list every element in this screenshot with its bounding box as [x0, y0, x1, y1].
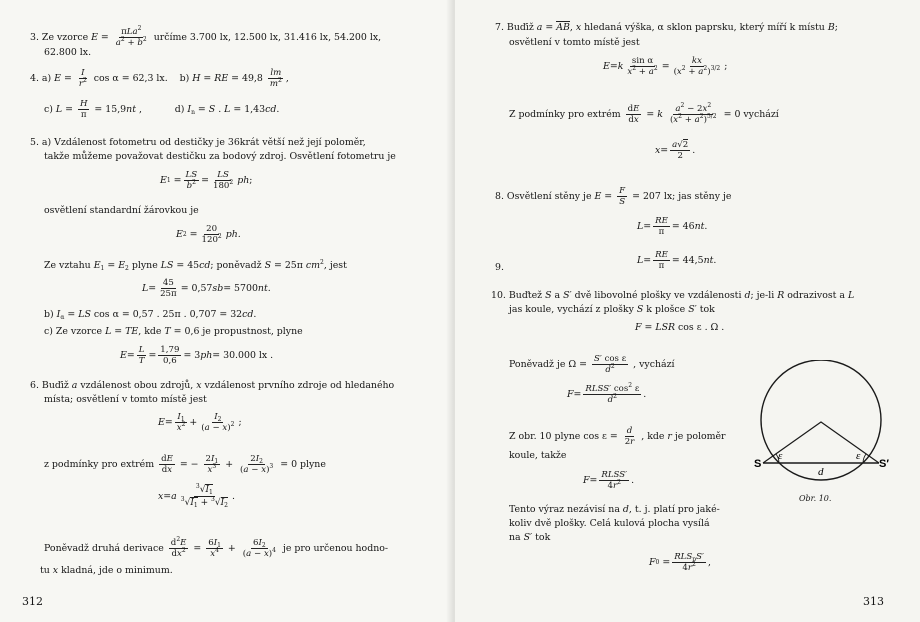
- page-number-left: 312: [22, 595, 43, 608]
- right-line-6: 8. Osvětlení stěny je E = $\frac{F}{S}$ = 207 lx; jas stěny je: [495, 186, 732, 207]
- right-line-16: koule, takže: [509, 450, 567, 461]
- left-line-15: 6. Buďiž a vzdálenost obou zdrojů, x vzdálenost prvního zdroje od hledaného: [30, 380, 395, 391]
- right-line-8: 9.: [495, 262, 504, 273]
- left-line-18: z podmínky pro extrém $\frac{dE}{dx}$ = − $\frac{2I_1}{x^3}$ + $\frac{2I_2}{(a - x)^3}$ = 0 plyne: [44, 454, 326, 475]
- label-epsilon-left: ε: [778, 450, 783, 462]
- right-line-2: osvětlení v tomto místě jest: [509, 37, 640, 48]
- left-line-21: tu x kladná, jde o minimum.: [40, 565, 173, 576]
- left-line-2: 62.800 lx.: [44, 47, 92, 58]
- right-eq-3: L = $\frac{RE}{\pi}$ = 46 nt .: [637, 216, 708, 237]
- left-page: [0, 0, 455, 622]
- left-line-4: c) L = $\frac{H}{\pi}$ = 15,9nt , d) $I_n = S$ . L = 1,43cd.: [44, 99, 280, 120]
- right-line-18: Tento výraz nezávisí na d, t. j. platí pro jaké-: [509, 504, 720, 515]
- right-eq-4: L = $\frac{RE}{\pi}$ = 44,5 nt .: [637, 250, 717, 271]
- left-line-16: místa; osvětlení v tomto místě jest: [44, 394, 207, 405]
- label-d: d: [818, 466, 824, 478]
- left-line-5: 5. a) Vzdálenost fotometru od destičky je 36krát větší než její poloměr,: [30, 137, 366, 148]
- right-line-19: koliv dvě plošky. Celá kulová plocha vysílá: [509, 518, 710, 529]
- label-epsilon-right: ε: [856, 450, 861, 462]
- left-eq-4: E = $\frac{L}{T}$ = $\frac{1,79}{0,6}$ = 3 ph = 30.000 lx .: [120, 345, 274, 366]
- right-eq-6: F = $\frac{\text{RLSS′}}{4r^2}$ .: [583, 470, 635, 491]
- left-eq-1: E 1 = $\frac{LS}{b^2}$ = $\frac{LS}{180^2}$ ph ;: [160, 170, 253, 191]
- right-line-12: F = LSR cos ε . Ω .: [635, 322, 725, 333]
- left-line-8: osvětlení standardní žárovkou je: [44, 205, 199, 216]
- right-line-13: Poněvadž je Ω = $\frac{\text{S′ cos ε}}{d^2}$ , vychází: [509, 354, 675, 375]
- left-line-3: 4. a) E = $\frac{I}{r^2}$ cos α = 62,3 lx. b) H = RE = 49,8 $\frac{lm}{m^2}$ ,: [30, 68, 289, 89]
- figure-caption: Obr. 10.: [799, 494, 832, 503]
- left-eq-3: L = $\frac{45}{25\pi}$ = 0,57 sb = 5700 nt .: [142, 278, 271, 299]
- right-page: [455, 0, 920, 622]
- left-line-1: 3. Ze vzorce E = $\frac{\pi La^2}{a^2 + b^2}$ určíme 3.700 lx, 12.500 lx, 31.416 lx, 54.200 lx,: [30, 25, 382, 48]
- right-eq-7: F 0 = $\frac{RLS_pS'}{4r^2}$ ,: [649, 552, 711, 573]
- left-eq-2: E 2 = $\frac{20}{120^2}$ ph .: [176, 224, 241, 245]
- right-line-20: na S′ tok: [509, 532, 551, 543]
- label-s: S: [754, 458, 762, 470]
- label-s-prime: S′: [879, 458, 889, 470]
- right-eq-5: F = $\frac{RLSS' \cos^2 \varepsilon}{d^2}$ .: [567, 382, 647, 405]
- right-line-4: Z podmínky pro extrém $\frac{dE}{dx}$ = k $\frac{a^2 - 2x^2}{(x^2 + a^2)^{5/2}}$ = 0 vychází: [509, 102, 779, 125]
- left-line-10: Ze vztahu $E_1 = E_2$ plyne LS = 45cd; poněvadž S = 25π $cm^2$, jest: [44, 259, 347, 272]
- right-line-11: jas koule, vychází z plošky S k plošce S′ tok: [509, 304, 715, 315]
- left-eq-6: x = a $\frac{^3√I_1}{^3√I_1 + ^3√I_2}$ .: [158, 483, 235, 509]
- figure-sphere-diagram: [751, 360, 891, 486]
- right-eq-1: E = k $\frac{\text{sin α}}{x^2 + a^2}$ = $\frac{kx}{(x^2 + a^2)^{3/2}}$ ;: [603, 56, 728, 77]
- left-line-6: takže můžeme považovat destičku za bodový zdroj. Osvětlení fotometru je: [44, 151, 396, 162]
- left-line-20: Poněvadž druhá derivace $\frac{d^2E}{dx^2}$ = $\frac{6I_1}{x^4}$ + $\frac{6I_2}{(a - x)^4}$ je pro určenou hodno-: [44, 536, 389, 559]
- right-line-1: 7. Buďiž a = AB, x hledaná výška, α sklon paprsku, který míří k místu B;: [495, 22, 838, 33]
- left-eq-5: E = $\frac{I_1}{x^2}$ + $\frac{I_2}{(a - x)^2}$ ;: [158, 412, 242, 433]
- page-number-right: 313: [863, 595, 884, 608]
- left-line-13: c) Ze vzorce L = TE, kde T = 0,6 je propustnost, plyne: [44, 326, 303, 337]
- right-line-15: Z obr. 10 plyne cos ε = $\frac{d}{2r}$ , kde r je poloměr: [509, 426, 726, 447]
- right-eq-2: x = $\frac{a√2}{2}$ .: [655, 140, 696, 161]
- right-line-10: 10. Buďtež S a S′ dvě libovolné plošky ve vzdálenosti d; je-li R odrazivost a L: [491, 290, 855, 301]
- left-line-12: b) $I_\alpha$ = LS cos α = 0,57 . 25π . 0,707 = 32cd.: [44, 309, 257, 321]
